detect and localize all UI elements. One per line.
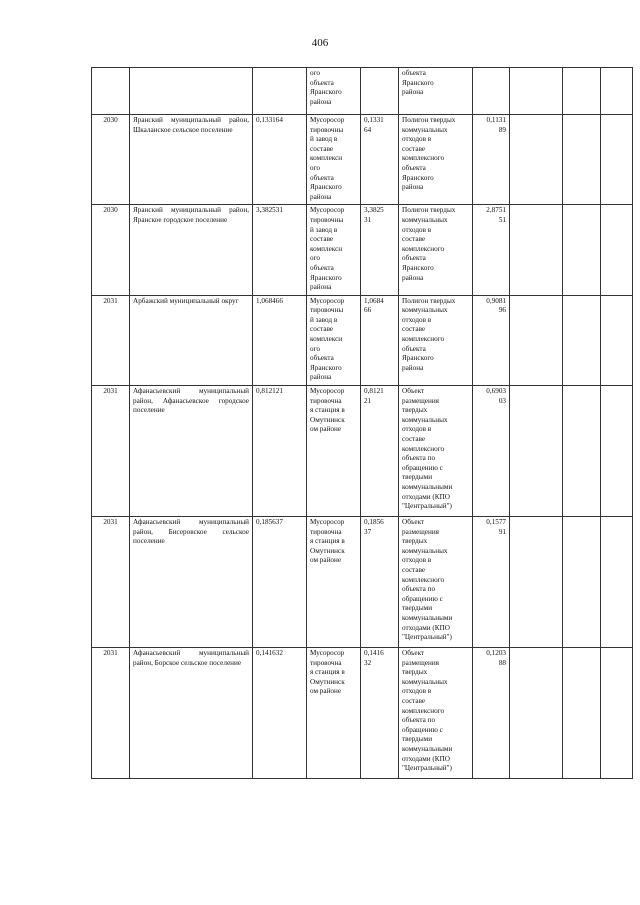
table-row <box>92 115 633 205</box>
extra3-cell <box>601 115 633 205</box>
facility2-cell: объекта Яранского района <box>399 68 473 115</box>
extra3-cell <box>601 68 633 115</box>
year-cell: 2031 <box>92 648 130 779</box>
year-cell <box>92 68 130 115</box>
year-cell: 2031 <box>92 386 130 517</box>
table-row <box>92 517 633 648</box>
facility2-cell: Объект размещения твердых коммунальных отходов в составе комплексного объекта по обращению с твердыми коммунальными отходами (КПО "Центральный") <box>399 517 473 648</box>
extra3-cell <box>601 517 633 648</box>
extra1-cell <box>510 68 563 115</box>
extra1-cell <box>510 295 563 385</box>
extra1-cell <box>510 648 563 779</box>
extra3-cell <box>601 205 633 295</box>
value1-cell: 1,068466 <box>253 295 307 385</box>
municipality-cell <box>130 68 253 115</box>
table-row <box>92 205 633 295</box>
extra1-cell <box>510 386 563 517</box>
facility2-cell: Полигон твердых коммунальных отходов в составе комплексного объекта Яранского района <box>399 115 473 205</box>
extra3-cell <box>601 648 633 779</box>
value3-cell: 0,1577 91 <box>473 517 510 648</box>
value3-cell: 0,9081 96 <box>473 295 510 385</box>
value1-cell: 0,141632 <box>253 648 307 779</box>
extra2-cell <box>563 648 601 779</box>
value2-cell: 3,3825 31 <box>361 205 399 295</box>
extra2-cell <box>563 295 601 385</box>
value1-cell: 0,812121 <box>253 386 307 517</box>
value1-cell: 0,133164 <box>253 115 307 205</box>
municipality-cell: Арбажский муниципальный округ <box>130 295 253 385</box>
year-cell: 2031 <box>92 517 130 648</box>
facility2-cell: Объект размещения твердых коммунальных отходов в составе комплексного объекта по обращению с твердыми коммунальными отходами (КПО "Центральный") <box>399 648 473 779</box>
page-number: 406 <box>311 37 329 49</box>
extra2-cell <box>563 205 601 295</box>
extra1-cell <box>510 517 563 648</box>
extra2-cell <box>563 115 601 205</box>
value2-cell: 1,0684 66 <box>361 295 399 385</box>
extra1-cell <box>510 205 563 295</box>
year-cell: 2030 <box>92 205 130 295</box>
value3-cell <box>473 68 510 115</box>
extra2-cell <box>563 517 601 648</box>
facility2-cell: Полигон твердых коммунальных отходов в составе комплексного объекта Яранского района <box>399 205 473 295</box>
municipality-cell: Яранский муниципальный район, Яранское городское поселение <box>130 205 253 295</box>
municipality-cell: Яранский муниципальный район, Шкаланское сельское поселение <box>130 115 253 205</box>
facility1-cell: ого объекта Яранского района <box>307 68 361 115</box>
extra2-cell <box>563 68 601 115</box>
year-cell: 2030 <box>92 115 130 205</box>
facility1-cell: Мусоросор тировочны й завод в составе комплексн ого объекта Яранского района <box>307 295 361 385</box>
extra2-cell <box>563 386 601 517</box>
facility1-cell: Мусоросор тировочна я станция в Омутнинск ом районе <box>307 648 361 779</box>
year-cell: 2031 <box>92 295 130 385</box>
extra3-cell <box>601 295 633 385</box>
municipality-cell: Афанасьевский муниципальный район, Бисеровское сельское поселение <box>130 517 253 648</box>
table-row <box>92 68 633 115</box>
facility1-cell: Мусоросор тировочна я станция в Омутнинск ом районе <box>307 517 361 648</box>
waste-flow-table <box>91 67 633 779</box>
facility1-cell: Мусоросор тировочна я станция в Омутнинск ом районе <box>307 386 361 517</box>
value2-cell: 0,1856 37 <box>361 517 399 648</box>
facility1-cell: Мусоросор тировочны й завод в составе комплексн ого объекта Яранского района <box>307 205 361 295</box>
value2-cell: 0,1416 32 <box>361 648 399 779</box>
value2-cell: 0,8121 21 <box>361 386 399 517</box>
value3-cell: 2,8751 51 <box>473 205 510 295</box>
table-row <box>92 295 633 385</box>
facility2-cell: Объект размещения твердых коммунальных отходов в составе комплексного объекта по обращению с твердыми коммунальными отходами (КПО "Центральный") <box>399 386 473 517</box>
facility1-cell: Мусоросор тировочны й завод в составе комплексн ого объекта Яранского района <box>307 115 361 205</box>
municipality-cell: Афанасьевский муниципальный район, Афанасьевское городское поселение <box>130 386 253 517</box>
facility2-cell: Полигон твердых коммунальных отходов в составе комплексного объекта Яранского района <box>399 295 473 385</box>
extra1-cell <box>510 115 563 205</box>
value1-cell <box>253 68 307 115</box>
value2-cell <box>361 68 399 115</box>
municipality-cell: Афанасьевский муниципальный район, Борское сельское поселение <box>130 648 253 779</box>
table-row <box>92 386 633 517</box>
value1-cell: 0,185637 <box>253 517 307 648</box>
value2-cell: 0,1331 64 <box>361 115 399 205</box>
value1-cell: 3,382531 <box>253 205 307 295</box>
value3-cell: 0,1203 88 <box>473 648 510 779</box>
value3-cell: 0,1131 89 <box>473 115 510 205</box>
extra3-cell <box>601 386 633 517</box>
table-row <box>92 648 633 779</box>
value3-cell: 0,6903 03 <box>473 386 510 517</box>
